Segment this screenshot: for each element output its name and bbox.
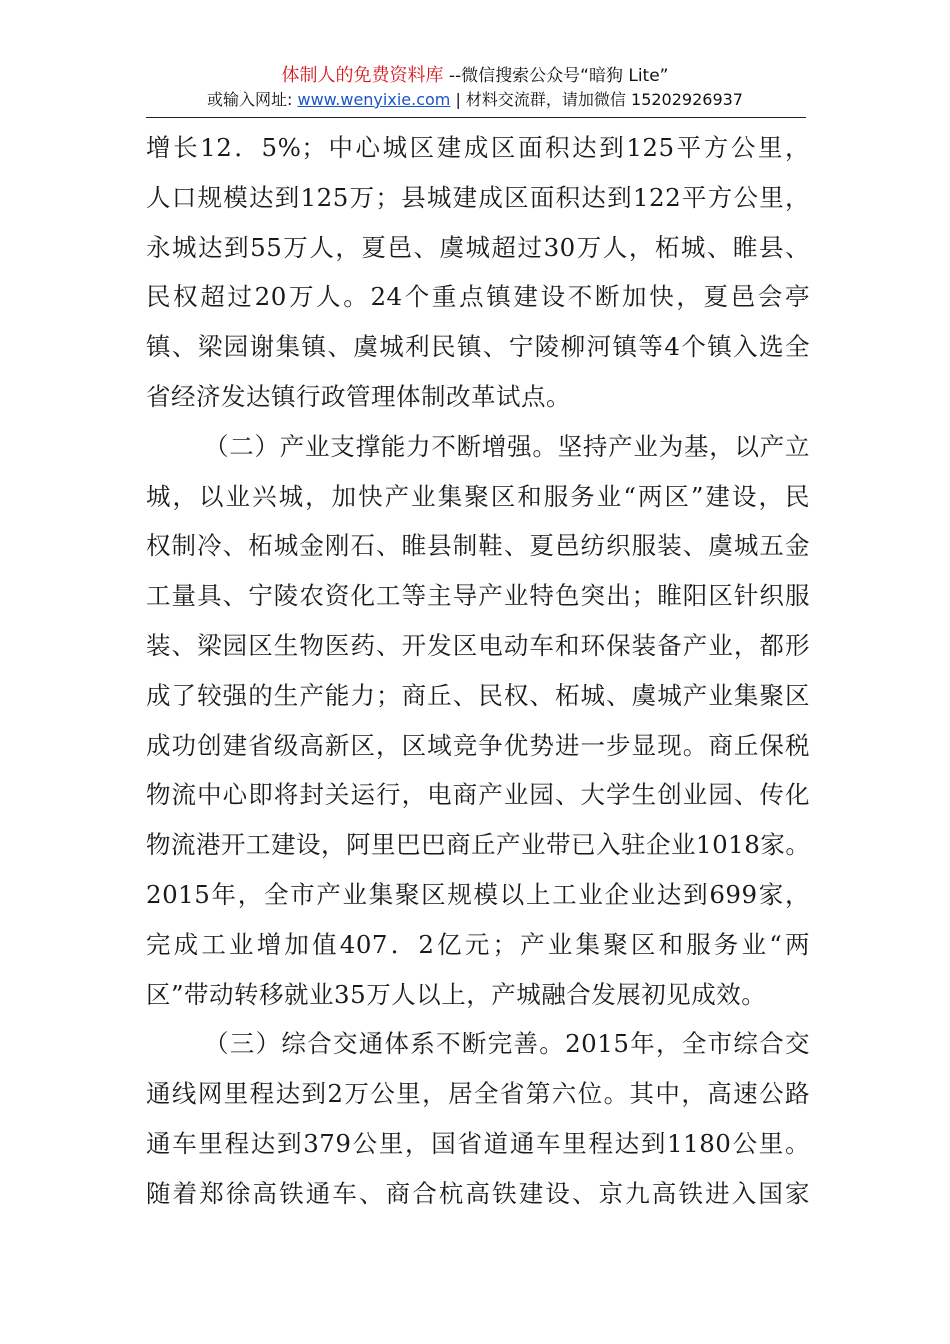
header-url-link[interactable]: www.wenyixie.com xyxy=(297,90,451,109)
header-url-prefix: 或输入网址: xyxy=(207,90,298,109)
text-line: 权制冷、柘城金刚石、睢县制鞋、夏邑纺织服装、虞城五金 xyxy=(146,531,810,561)
text-line: 成了较强的生产能力；商丘、民权、柘城、虞城产业集聚区 xyxy=(146,680,810,710)
text-line: 物流中心即将封关运行，电商产业园、大学生创业园、传化 xyxy=(146,780,810,810)
text-line: 永城达到55万人，夏邑、虞城超过30万人，柘城、睢县、 xyxy=(146,232,810,262)
text-line: 民权超过20万人。24个重点镇建设不断加快，夏邑会亭 xyxy=(146,282,810,312)
text-line: 完成工业增加值407．2亿元；产业集聚区和服务业“两 xyxy=(146,929,810,959)
text-line: 工量具、宁陵农资化工等主导产业特色突出；睢阳区针织服 xyxy=(146,581,810,611)
text-line: 通车里程达到379公里，国省道通车里程达到1180公里。 xyxy=(146,1128,810,1158)
header-title-line xyxy=(0,64,950,88)
document-body xyxy=(146,123,810,1219)
header-title-red: 体制人的免费资料库 xyxy=(281,65,444,86)
header-url-line xyxy=(0,88,950,112)
text-line: 增长12．5%；中心城区建成区面积达到125平方公里， xyxy=(146,133,810,162)
text-line: 区”带动转移就业35万人以上，产城融合发展初见成效。 xyxy=(146,979,767,1009)
header-url-suffix: | 材料交流群，请加微信 15202926937 xyxy=(450,90,743,109)
text-line: 装、梁园区生物医药、开发区电动车和环保装备产业，都形 xyxy=(146,630,810,660)
text-line: 2015年，全市产业集聚区规模以上工业企业达到699家， xyxy=(146,879,810,909)
header-divider xyxy=(146,117,806,118)
text-line: （三）综合交通体系不断完善。2015年，全市综合交 xyxy=(204,1029,810,1059)
text-line: 随着郑徐高铁通车、商合杭高铁建设、京九高铁进入国家 xyxy=(146,1178,810,1208)
text-line: 通线网里程达到2万公里，居全省第六位。其中，高速公路 xyxy=(146,1079,810,1109)
header-title-rest: --微信搜索公众号“暗狗 Lite” xyxy=(443,66,669,86)
text-line: 人口规模达到125万；县城建成区面积达到122平方公里， xyxy=(146,182,810,212)
text-line: 成功创建省级高新区，区域竞争优势进一步显现。商丘保税 xyxy=(146,730,810,760)
text-line: 省经济发达镇行政管理体制改革试点。 xyxy=(146,381,571,411)
page-header xyxy=(0,64,950,112)
text-line: 城，以业兴城，加快产业集聚区和服务业“两区”建设，民 xyxy=(146,481,810,511)
text-line: （二）产业支撑能力不断增强。坚持产业为基，以产立 xyxy=(204,431,810,461)
text-line: 镇、梁园谢集镇、虞城利民镇、宁陵柳河镇等4个镇入选全 xyxy=(146,332,810,362)
text-line: 物流港开工建设，阿里巴巴商丘产业带已入驻企业1018家。 xyxy=(146,830,811,860)
